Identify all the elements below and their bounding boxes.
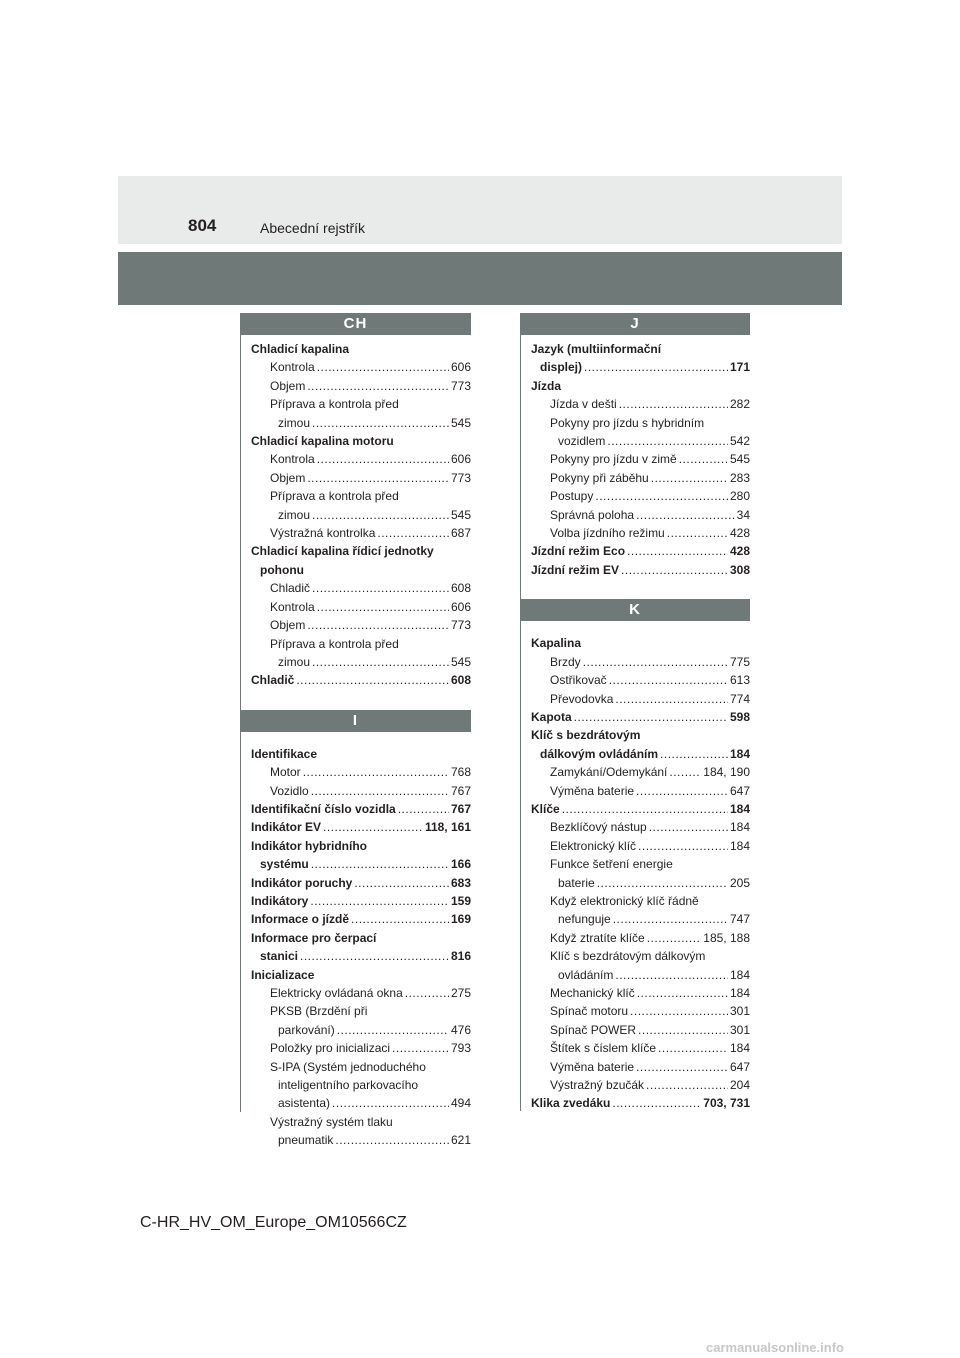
entry-label: Klika zvedáku <box>531 1096 611 1111</box>
dot-leader <box>621 565 728 579</box>
entry-label: Pokyny při záběhu <box>550 470 649 485</box>
entry-label: Indikátory <box>251 893 309 908</box>
entry-page-ref: 184 <box>729 746 750 761</box>
dot-leader <box>312 584 449 598</box>
entry-label: Inicializace <box>251 967 315 982</box>
entry-page-ref: 34 <box>736 507 750 522</box>
index-entry <box>240 855 471 873</box>
dot-leader <box>337 1025 449 1039</box>
entry-page-ref: 184 <box>729 1041 750 1056</box>
entry-label: Kapalina <box>531 636 582 651</box>
index-entry <box>240 800 471 818</box>
index-entry-list <box>240 740 471 1150</box>
dot-leader <box>312 510 449 524</box>
entry-label: Spínač motoru <box>550 1004 629 1019</box>
dot-leader <box>595 492 728 506</box>
index-entry <box>520 358 750 376</box>
dot-leader <box>405 988 449 1002</box>
entry-label: Indikátor hybridního <box>251 838 367 853</box>
index-subentry <box>240 579 471 597</box>
entry-page-ref: 608 <box>450 673 471 688</box>
entry-label: Klíč s bezdrátovým dálkovým <box>550 949 706 964</box>
index-subentry <box>520 947 750 965</box>
index-subentry <box>240 1113 471 1131</box>
entry-label: parkování) <box>278 1022 335 1037</box>
index-entry <box>240 966 471 984</box>
dot-leader <box>307 473 449 487</box>
header-dark-band <box>118 252 842 305</box>
entry-page-ref: 767 <box>450 783 471 798</box>
dot-leader <box>615 970 728 984</box>
entry-label: Brzdy <box>550 654 581 669</box>
entry-page-ref: 773 <box>450 618 471 633</box>
entry-page-ref: 159 <box>450 893 471 908</box>
entry-label: Zamykání/Odemykání <box>550 765 668 780</box>
index-subentry <box>520 966 750 984</box>
entry-label: nefunguje <box>558 912 611 927</box>
entry-label: Indikátor poruchy <box>251 875 353 890</box>
entry-label: Výměna baterie <box>550 1059 635 1074</box>
dot-leader <box>398 804 449 818</box>
dot-leader <box>312 657 449 671</box>
entry-page-ref: 185, 188 <box>703 930 750 945</box>
dot-leader <box>354 878 449 892</box>
entry-page-ref: 647 <box>729 1059 750 1074</box>
dot-leader <box>311 786 449 800</box>
entry-page-ref: 204 <box>729 1078 750 1093</box>
entry-label: systému <box>260 857 309 872</box>
entry-page-ref: 169 <box>450 912 471 927</box>
index-entry <box>240 837 471 855</box>
index-subentry <box>240 469 471 487</box>
entry-page-ref: 747 <box>729 912 750 927</box>
entry-page-ref: 184 <box>729 838 750 853</box>
entry-page-ref: 545 <box>729 452 750 467</box>
page-number: 804 <box>188 216 217 235</box>
entry-label: Kontrola <box>270 599 315 614</box>
index-subentry <box>240 984 471 1002</box>
entry-label: Elektronický klíč <box>550 838 637 853</box>
index-entry <box>240 910 471 928</box>
entry-page-ref: 774 <box>729 691 750 706</box>
index-subentry <box>520 653 750 671</box>
index-entry <box>240 892 471 910</box>
index-subentry <box>520 1002 750 1020</box>
dot-leader <box>296 676 449 690</box>
entry-page-ref: 687 <box>450 526 471 541</box>
entry-label: Klíč s bezdrátovým <box>531 728 641 743</box>
index-subentry <box>520 1039 750 1057</box>
index-subentry <box>240 524 471 542</box>
entry-page-ref: 545 <box>450 507 471 522</box>
dot-leader <box>607 436 728 450</box>
entry-page-ref: 545 <box>450 654 471 669</box>
dot-leader <box>627 547 728 561</box>
index-subentry <box>520 1058 750 1076</box>
entry-page-ref: 768 <box>450 765 471 780</box>
index-entry <box>240 561 471 579</box>
index-subentry <box>520 450 750 468</box>
entry-label: PKSB (Brzdění při <box>270 1004 368 1019</box>
index-subentry <box>520 524 750 542</box>
dot-leader <box>317 602 449 616</box>
index-subentry <box>520 892 750 910</box>
entry-page-ref: 775 <box>729 654 750 669</box>
entry-page-ref: 205 <box>729 875 750 890</box>
entry-label: baterie <box>558 875 595 890</box>
letter-heading: K <box>520 599 750 621</box>
entry-page-ref: 118, 161 <box>424 820 471 835</box>
entry-label: zimou <box>278 507 311 522</box>
index-subentry <box>240 763 471 781</box>
index-entry <box>240 929 471 947</box>
entry-label: Příprava a kontrola před <box>270 397 399 412</box>
index-subentry <box>520 929 750 947</box>
entry-label: Jízdní režim EV <box>531 562 620 577</box>
dot-leader <box>669 768 701 782</box>
entry-label: Motor <box>270 765 301 780</box>
index-subentry <box>520 818 750 836</box>
entry-label: Správná poloha <box>550 507 635 522</box>
dot-leader <box>307 381 449 395</box>
entry-page-ref: 494 <box>450 1096 471 1111</box>
index-subentry <box>240 487 471 505</box>
entry-label: Elektricky ovládaná okna <box>270 986 403 1000</box>
index-subentry <box>240 1094 471 1112</box>
entry-label: vozidlem <box>558 434 606 449</box>
entry-label: Objem <box>270 618 306 633</box>
index-entry-list <box>520 335 750 579</box>
entry-label: Kontrola <box>270 360 315 375</box>
dot-leader <box>660 749 728 763</box>
entry-page-ref: 428 <box>729 544 750 559</box>
index-subentry <box>240 653 471 671</box>
entry-label: Převodovka <box>550 691 614 706</box>
dot-leader <box>636 1062 728 1076</box>
dot-leader <box>651 473 728 487</box>
index-subentry <box>240 635 471 653</box>
index-entry <box>520 708 750 726</box>
entry-label: zimou <box>278 415 311 430</box>
dot-leader <box>636 510 735 524</box>
letter-heading: J <box>520 313 750 335</box>
index-subentry <box>240 1039 471 1057</box>
entry-label: Výstražný bzučák <box>550 1078 645 1093</box>
entry-page-ref: 608 <box>450 581 471 596</box>
entry-label: stanici <box>260 949 299 964</box>
entry-label: Chladič <box>251 673 295 688</box>
entry-label: Jízdní režim Eco <box>531 544 626 559</box>
entry-label: Indikátor EV <box>251 820 322 835</box>
entry-page-ref: 308 <box>729 562 750 577</box>
entry-label: Jazyk (multiinformační <box>531 342 662 356</box>
entry-page-ref: 703, 731 <box>703 1096 750 1111</box>
entry-label: displej) <box>540 360 583 375</box>
entry-label: Volba jízdního režimu <box>550 526 665 541</box>
dot-leader <box>574 712 728 726</box>
dot-leader <box>312 418 449 432</box>
entry-label: inteligentního parkovacího <box>278 1078 419 1093</box>
entry-page-ref: 606 <box>450 360 471 375</box>
entry-page-ref: 606 <box>450 452 471 467</box>
entry-label: Postupy <box>550 489 594 504</box>
dot-leader <box>583 657 728 671</box>
entry-label: Identifikace <box>251 746 318 761</box>
entry-label: Položky pro inicializaci <box>270 1041 391 1056</box>
entry-label: Pokyny pro jízdu s hybridním <box>550 415 705 430</box>
entry-label: Výstražná kontrolka <box>270 526 376 541</box>
index-subentry <box>520 874 750 892</box>
entry-page-ref: 301 <box>729 1022 750 1037</box>
entry-page-ref: 606 <box>450 599 471 614</box>
dot-leader <box>311 860 449 874</box>
index-subentry <box>240 598 471 616</box>
entry-label: Klíče <box>531 801 560 816</box>
index-subentry <box>520 837 750 855</box>
index-subentry <box>520 782 750 800</box>
dot-leader <box>636 786 728 800</box>
dot-leader <box>609 676 728 690</box>
entry-label: Výstražný systém tlaku <box>270 1114 393 1129</box>
dot-leader <box>646 1080 728 1094</box>
dot-leader <box>667 528 728 542</box>
dot-leader <box>323 823 423 837</box>
entry-label: Chladicí kapalina <box>251 342 350 356</box>
index-entry <box>240 671 471 689</box>
letter-heading: CH <box>240 313 471 335</box>
header-band <box>118 176 842 244</box>
entry-label: Když ztratíte klíče <box>550 930 645 945</box>
dot-leader <box>613 915 728 929</box>
entry-label: Příprava a kontrola před <box>270 489 399 504</box>
entry-label: Chladicí kapalina motoru <box>251 434 394 449</box>
entry-page-ref: 621 <box>450 1133 471 1148</box>
index-entry <box>240 874 471 892</box>
dot-leader <box>317 455 449 469</box>
entry-page-ref: 647 <box>729 783 750 798</box>
index-subentry <box>520 395 750 413</box>
index-subentry <box>520 910 750 928</box>
index-subentry <box>520 1021 750 1039</box>
index-subentry <box>240 1002 471 1020</box>
entry-page-ref: 545 <box>450 415 471 430</box>
entry-label: Štítek s číslem klíče <box>550 1041 657 1056</box>
entry-label: Výměna baterie <box>550 783 635 798</box>
entry-page-ref: 301 <box>729 1004 750 1019</box>
entry-label: Identifikační číslo vozidla <box>251 801 396 816</box>
watermark: carmanualsonline.info <box>706 1340 844 1355</box>
index-subentry <box>240 358 471 376</box>
entry-page-ref: 282 <box>729 397 750 412</box>
index-subentry <box>520 1076 750 1094</box>
dot-leader <box>351 915 449 929</box>
entry-label: Kapota <box>531 709 572 724</box>
index-entry <box>240 947 471 965</box>
entry-label: Chladič <box>270 581 311 596</box>
dot-leader <box>647 933 702 947</box>
entry-page-ref: 171 <box>729 360 750 375</box>
index-subentry <box>240 414 471 432</box>
index-entry <box>240 340 471 358</box>
dot-leader <box>679 455 728 469</box>
index-entry <box>520 340 750 358</box>
index-entry <box>240 432 471 450</box>
index-subentry <box>240 616 471 634</box>
index-entry <box>520 1094 750 1112</box>
entry-page-ref: 773 <box>450 378 471 393</box>
index-entry <box>520 800 750 818</box>
entry-page-ref: 773 <box>450 470 471 485</box>
entry-page-ref: 275 <box>450 986 471 1000</box>
entry-page-ref: 184, 190 <box>703 765 750 780</box>
entry-label: Jízda v dešti <box>550 397 617 412</box>
index-entry <box>240 542 471 560</box>
index-column-left <box>240 313 471 1150</box>
index-subentry <box>240 506 471 524</box>
index-subentry <box>240 1021 471 1039</box>
index-entry <box>520 542 750 560</box>
dot-leader <box>630 1007 728 1021</box>
index-subentry <box>240 782 471 800</box>
index-subentry <box>520 432 750 450</box>
dot-leader <box>392 1044 449 1058</box>
dot-leader <box>300 952 449 966</box>
entry-page-ref: 184 <box>729 986 750 1000</box>
entry-label: Vozidlo <box>270 783 309 798</box>
index-subentry <box>240 1058 471 1076</box>
entry-page-ref: 613 <box>729 673 750 688</box>
entry-label: Informace o jízdě <box>251 912 350 927</box>
index-entry <box>240 745 471 763</box>
index-subentry <box>240 395 471 413</box>
dot-leader <box>332 1099 449 1113</box>
dot-leader <box>619 400 728 414</box>
entry-label: dálkovým ovládáním <box>540 746 659 761</box>
entry-label: Chladicí kapalina řídicí jednotky <box>251 544 434 559</box>
entry-label: Informace pro čerpací <box>251 930 377 945</box>
entry-label: pneumatik <box>278 1133 334 1148</box>
entry-label: Objem <box>270 378 306 393</box>
entry-label: Objem <box>270 470 306 485</box>
index-subentry <box>240 1131 471 1149</box>
entry-page-ref: 280 <box>729 489 750 504</box>
entry-page-ref: 542 <box>729 434 750 449</box>
index-column-right <box>520 313 750 1113</box>
index-subentry <box>520 506 750 524</box>
entry-page-ref: 476 <box>450 1022 471 1037</box>
entry-label: pohonu <box>260 562 304 577</box>
index-entry <box>520 561 750 579</box>
entry-page-ref: 683 <box>450 875 471 890</box>
entry-page-ref: 793 <box>450 1041 471 1056</box>
index-entry <box>520 745 750 763</box>
letter-heading: I <box>240 710 471 732</box>
index-subentry <box>520 671 750 689</box>
entry-label: zimou <box>278 654 311 669</box>
dot-leader <box>658 1044 728 1058</box>
index-subentry <box>520 855 750 873</box>
section-title: Abecední rejstřík <box>260 220 366 236</box>
index-subentry <box>240 377 471 395</box>
index-entry-list <box>240 335 471 690</box>
index-entry <box>520 377 750 395</box>
entry-page-ref: 184 <box>729 820 750 835</box>
entry-page-ref: 598 <box>729 709 750 724</box>
entry-label: Spínač POWER <box>550 1022 637 1037</box>
dot-leader <box>638 1025 728 1039</box>
dot-leader <box>649 823 728 837</box>
dot-leader <box>597 878 728 892</box>
entry-label: Funkce šetření energie <box>550 857 673 872</box>
entry-label: S-IPA (Systém jednoduchého <box>270 1059 426 1074</box>
entry-page-ref: 283 <box>729 470 750 485</box>
index-entry <box>240 818 471 836</box>
index-subentry <box>520 763 750 781</box>
dot-leader <box>637 988 728 1002</box>
dot-leader <box>317 363 449 377</box>
index-entry <box>520 634 750 652</box>
dot-leader <box>303 768 449 782</box>
index-entry-list <box>520 629 750 1113</box>
dot-leader <box>377 528 449 542</box>
entry-label: asistenta) <box>278 1096 331 1111</box>
index-subentry <box>240 1076 471 1094</box>
entry-label: Pokyny pro jízdu v zimě <box>550 452 677 467</box>
entry-label: Příprava a kontrola před <box>270 636 399 651</box>
index-entry <box>520 726 750 744</box>
index-subentry <box>520 984 750 1002</box>
dot-leader <box>615 694 728 708</box>
index-subentry <box>520 469 750 487</box>
entry-label: Jízda <box>531 378 562 393</box>
entry-page-ref: 166 <box>450 857 471 872</box>
dot-leader <box>584 363 728 377</box>
index-subentry <box>520 414 750 432</box>
dot-leader <box>310 896 449 910</box>
entry-page-ref: 428 <box>729 526 750 541</box>
entry-label: Bezklíčový nástup <box>550 820 647 835</box>
index-subentry <box>520 487 750 505</box>
dot-leader <box>638 841 728 855</box>
document-code: C-HR_HV_OM_Europe_OM10566CZ <box>140 1214 407 1231</box>
entry-label: ovládáním <box>558 967 614 982</box>
index-subentry <box>240 450 471 468</box>
entry-label: Kontrola <box>270 452 315 467</box>
entry-label: Když elektronický klíč řádně <box>550 893 699 908</box>
dot-leader <box>335 1136 449 1150</box>
entry-page-ref: 184 <box>729 801 750 816</box>
entry-label: Mechanický klíč <box>550 986 635 1000</box>
entry-page-ref: 767 <box>450 801 471 816</box>
index-subentry <box>520 690 750 708</box>
dot-leader <box>307 621 449 635</box>
dot-leader <box>562 804 728 818</box>
entry-page-ref: 816 <box>450 949 471 964</box>
entry-label: Ostřikovač <box>550 673 607 688</box>
dot-leader <box>612 1099 701 1113</box>
entry-page-ref: 184 <box>729 967 750 982</box>
